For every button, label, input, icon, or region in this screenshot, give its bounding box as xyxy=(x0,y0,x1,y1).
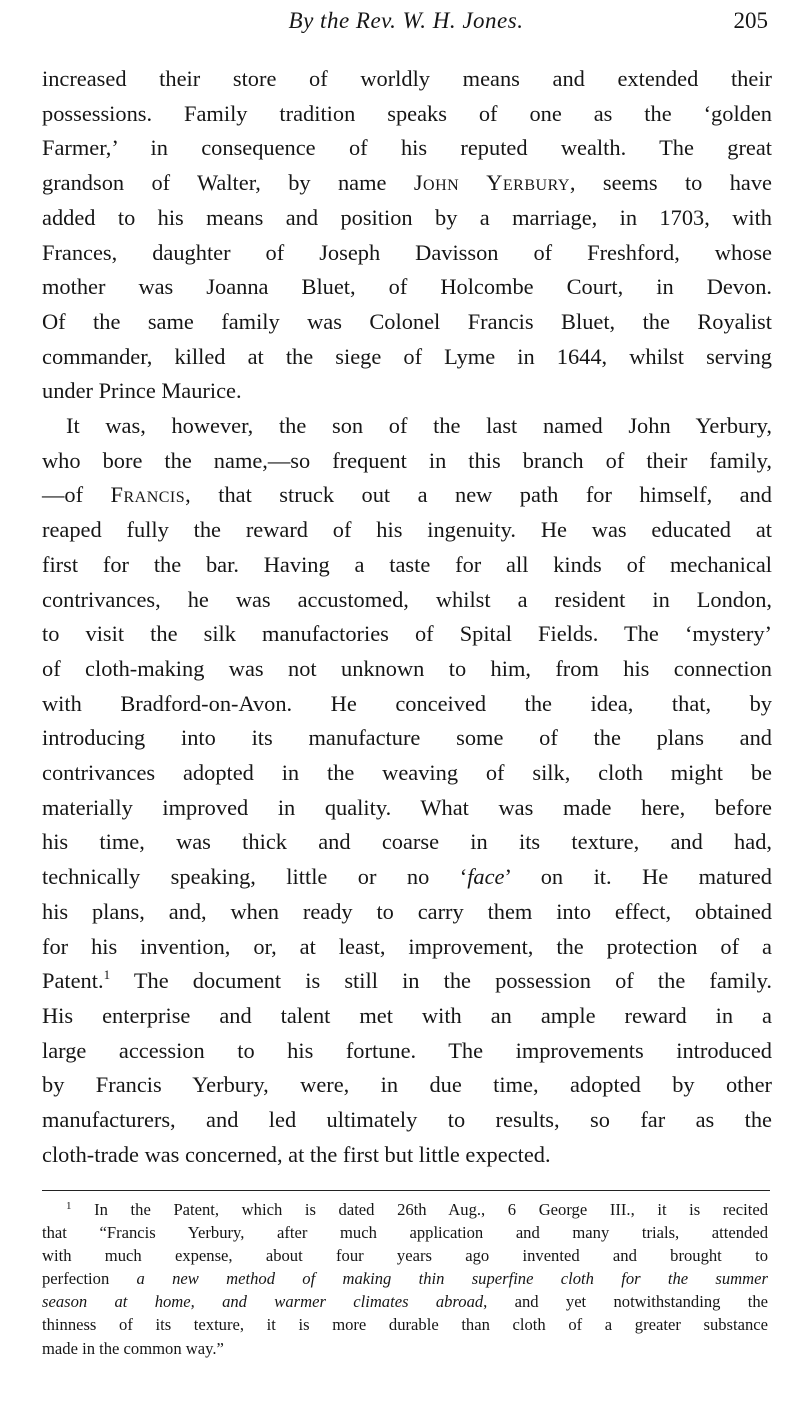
italic-word: face xyxy=(467,864,505,890)
text-line: —of Francis, that struck out a new path for himself, and xyxy=(42,482,772,508)
footnote-rule xyxy=(42,1190,770,1191)
text-line: commander, killed at the siege of Lyme in 1644, whilst serving xyxy=(42,343,772,369)
text-line: increased their store of worldly means and extended their xyxy=(42,66,772,91)
text-line: materially improved in quality. What was made here, before xyxy=(42,794,772,820)
text-line: with Bradford-on-Avon. He conceived the idea, that, by xyxy=(42,690,772,716)
footnote-line: thinness of its texture, it is more durable than cloth of a greater substance xyxy=(42,1315,768,1335)
name-small-caps: Francis xyxy=(110,482,186,508)
page-number: 205 xyxy=(733,8,768,33)
text-line: contrivances adopted in the weaving of silk, cloth might be xyxy=(42,760,772,786)
text-line: large accession to his fortune. The improvements introduced xyxy=(42,1037,772,1063)
text-line: grandson of Walter, by name John Yerbury, seems to have xyxy=(42,170,772,196)
text-line: added to his means and position by a marriage, in 1703, with xyxy=(42,204,772,230)
text-line: possessions. Family tradition speaks of one as the ‘golden xyxy=(42,100,772,126)
footnote-line: made in the common way.” xyxy=(42,1338,224,1358)
running-title: By the Rev. W. H. Jones. xyxy=(288,8,524,33)
text-line: Patent.$^1$ The document is still in the possession of the family. xyxy=(42,967,772,994)
text-line: mother was Joanna Bluet, of Holcombe Court, in Devon. xyxy=(42,274,772,300)
text-line: Frances, daughter of Joseph Davisson of Freshford, whose xyxy=(42,239,772,265)
text-line: introducing into its manufacture some of the plans and xyxy=(42,725,772,751)
footnote-number: 1 xyxy=(66,1200,72,1212)
text-line: cloth-trade was concerned, at the first but little expected. xyxy=(42,1141,551,1167)
running-header xyxy=(44,8,768,38)
text-line: Of the same family was Colonel Francis Bluet, the Royalist xyxy=(42,308,772,334)
text-line: technically speaking, little or no ‘face’ on it. He matured xyxy=(42,864,772,890)
footnote-line: that “Francis Yerbury, after much application and many trials, attended xyxy=(42,1223,768,1243)
text-line: Farmer,’ in consequence of his reputed wealth. The great xyxy=(42,135,772,161)
name-small-caps: John Yerbury xyxy=(413,170,570,196)
footnote-line: $^1$ In the Patent, which is dated 26th Aug., 6 George III., it is recited xyxy=(66,1200,768,1219)
text-line: reaped fully the reward of his ingenuity. He was educated at xyxy=(42,517,772,543)
text-line: for his invention, or, at least, improvement, the protection of a xyxy=(42,933,772,959)
text-line: who bore the name,—so frequent in this branch of their family, xyxy=(42,447,772,473)
text-line: to visit the silk manufactories of Spital Fields. The ‘mystery’ xyxy=(42,621,772,647)
italic-quote: a new method of making thin superfine cloth for the summer xyxy=(136,1269,768,1289)
text-line: his plans, and, when ready to carry them into effect, obtained xyxy=(42,898,772,924)
text-line: first for the bar. Having a taste for all kinds of mechanical xyxy=(42,551,772,577)
footnote-line: season at home, and warmer climates abroad, and yet notwithstanding the xyxy=(42,1292,768,1312)
paragraph-1 xyxy=(42,62,772,409)
text-line: manufacturers, and led ultimately to results, so far as the xyxy=(42,1107,772,1133)
body-text xyxy=(42,62,772,1173)
footnote-line: perfection a new method of making thin superfine cloth for the summer xyxy=(42,1269,768,1289)
text-line: His enterprise and talent met with an ample reward in a xyxy=(42,1002,772,1028)
text-line: his time, was thick and coarse in its texture, and had, xyxy=(42,829,772,855)
text-line: of cloth-making was not unknown to him, from his connection xyxy=(42,655,772,681)
text-line: by Francis Yerbury, were, in due time, adopted by other xyxy=(42,1072,772,1098)
text-line: contrivances, he was accustomed, whilst a resident in London, xyxy=(42,586,772,612)
paragraph-2 xyxy=(42,409,772,1172)
italic-quote: season at home, and warmer climates abroad xyxy=(42,1292,484,1312)
text-line: under Prince Maurice. xyxy=(42,378,242,404)
text-line: It was, however, the son of the last named John Yerbury, xyxy=(66,413,772,439)
footnote-marker: 1 xyxy=(103,967,111,983)
footnote-line: with much expense, about four years ago invented and brought to xyxy=(42,1246,768,1266)
footnote xyxy=(42,1198,768,1360)
